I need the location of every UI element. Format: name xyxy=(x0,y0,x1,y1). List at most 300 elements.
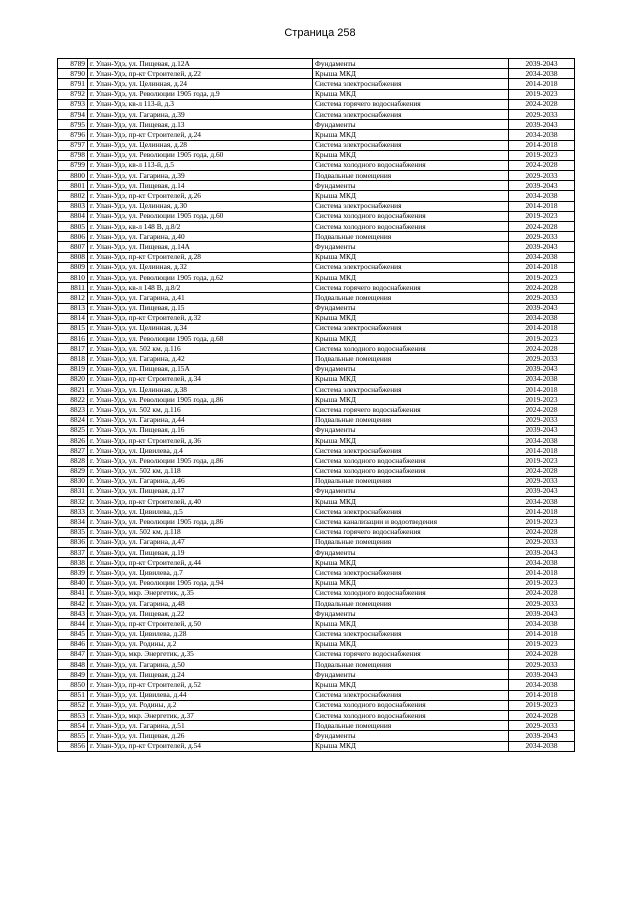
address-cell: г. Улан-Удэ, ул. Пищевая, д.17 xyxy=(88,486,313,496)
row-number: 8810 xyxy=(58,272,88,282)
address-cell: г. Улан-Удэ, ул. Родины, д.2 xyxy=(88,639,313,649)
table-row xyxy=(58,242,575,252)
work-type-cell: Подвальные помещения xyxy=(313,171,509,181)
row-number: 8847 xyxy=(58,649,88,659)
work-type-cell: Подвальные помещения xyxy=(313,354,509,364)
work-type-cell: Система холодного водоснабжения xyxy=(313,160,509,170)
address-cell: г. Улан-Удэ, пр-кт Строителей, д.40 xyxy=(88,497,313,507)
row-number: 8827 xyxy=(58,446,88,456)
period-cell: 2014-2018 xyxy=(509,385,575,395)
period-cell: 2024-2028 xyxy=(509,711,575,721)
address-cell: г. Улан-Удэ, пр-кт Строителей, д.22 xyxy=(88,69,313,79)
table-row xyxy=(58,711,575,721)
period-cell: 2014-2018 xyxy=(509,140,575,150)
table-row xyxy=(58,334,575,344)
address-cell: г. Улан-Удэ, ул. Революции 1905 года, д.94 xyxy=(88,578,313,588)
table-row xyxy=(58,517,575,527)
period-cell: 2029-2033 xyxy=(509,598,575,608)
table-row xyxy=(58,415,575,425)
work-type-cell: Система горячего водоснабжения xyxy=(313,99,509,109)
work-type-cell: Система холодного водоснабжения xyxy=(313,456,509,466)
work-type-cell: Система горячего водоснабжения xyxy=(313,283,509,293)
table-row xyxy=(58,109,575,119)
work-type-cell: Система холодного водоснабжения xyxy=(313,344,509,354)
period-cell: 2014-2018 xyxy=(509,79,575,89)
row-number: 8852 xyxy=(58,700,88,710)
row-number: 8825 xyxy=(58,425,88,435)
address-cell: г. Улан-Удэ, ул. Революции 1905 года, д.86 xyxy=(88,517,313,527)
period-cell: 2019-2023 xyxy=(509,517,575,527)
table-row xyxy=(58,405,575,415)
table-row xyxy=(58,59,575,69)
address-cell: г. Улан-Удэ, кв-л 148 В, д.8/2 xyxy=(88,222,313,232)
address-cell: г. Улан-Удэ, пр-кт Строителей, д.26 xyxy=(88,191,313,201)
table-row xyxy=(58,293,575,303)
period-cell: 2039-2043 xyxy=(509,425,575,435)
work-type-cell: Система электроснабжения xyxy=(313,629,509,639)
work-type-cell: Крыша МКД xyxy=(313,272,509,282)
table-row xyxy=(58,191,575,201)
period-cell: 2029-2033 xyxy=(509,171,575,181)
table-row xyxy=(58,395,575,405)
period-cell: 2034-2038 xyxy=(509,558,575,568)
address-cell: г. Улан-Удэ, ул. Пищевая, д.14 xyxy=(88,181,313,191)
table-row xyxy=(58,486,575,496)
row-number: 8813 xyxy=(58,303,88,313)
address-cell: г. Улан-Удэ, пр-кт Строителей, д.34 xyxy=(88,374,313,384)
table-row xyxy=(58,476,575,486)
address-cell: г. Улан-Удэ, ул. Гагарина, д.51 xyxy=(88,721,313,731)
row-number: 8838 xyxy=(58,558,88,568)
table-row xyxy=(58,660,575,670)
row-number: 8853 xyxy=(58,711,88,721)
address-cell: г. Улан-Удэ, пр-кт Строителей, д.28 xyxy=(88,252,313,262)
table-row xyxy=(58,700,575,710)
row-number: 8834 xyxy=(58,517,88,527)
period-cell: 2019-2023 xyxy=(509,639,575,649)
row-number: 8839 xyxy=(58,568,88,578)
work-type-cell: Фундаменты xyxy=(313,303,509,313)
table-row xyxy=(58,222,575,232)
address-cell: г. Улан-Удэ, ул. Целинная, д.38 xyxy=(88,385,313,395)
address-cell: г. Улан-Удэ, ул. Целинная, д.34 xyxy=(88,323,313,333)
period-cell: 2039-2043 xyxy=(509,364,575,374)
row-number: 8841 xyxy=(58,588,88,598)
address-cell: г. Улан-Удэ, ул. Гагарина, д.39 xyxy=(88,109,313,119)
address-cell: г. Улан-Удэ, кв-л 113-й, д.5 xyxy=(88,160,313,170)
work-type-cell: Система горячего водоснабжения xyxy=(313,649,509,659)
row-number: 8845 xyxy=(58,629,88,639)
address-cell: г. Улан-Удэ, ул. Целинная, д.32 xyxy=(88,262,313,272)
row-number: 8796 xyxy=(58,130,88,140)
address-cell: г. Улан-Удэ, мкр. Энергетик, д.37 xyxy=(88,711,313,721)
work-type-cell: Крыша МКД xyxy=(313,680,509,690)
table-row xyxy=(58,201,575,211)
address-cell: г. Улан-Удэ, мкр. Энергетик, д.35 xyxy=(88,649,313,659)
row-number: 8840 xyxy=(58,578,88,588)
row-number: 8823 xyxy=(58,405,88,415)
row-number: 8828 xyxy=(58,456,88,466)
period-cell: 2019-2023 xyxy=(509,150,575,160)
period-cell: 2034-2038 xyxy=(509,130,575,140)
row-number: 8812 xyxy=(58,293,88,303)
work-type-cell: Фундаменты xyxy=(313,181,509,191)
table-row xyxy=(58,456,575,466)
table-row xyxy=(58,497,575,507)
work-type-cell: Фундаменты xyxy=(313,59,509,69)
table-row xyxy=(58,578,575,588)
period-cell: 2034-2038 xyxy=(509,435,575,445)
address-cell: г. Улан-Удэ, пр-кт Строителей, д.32 xyxy=(88,313,313,323)
work-type-cell: Система холодного водоснабжения xyxy=(313,211,509,221)
address-cell: г. Улан-Удэ, ул. Пищевая, д.15 xyxy=(88,303,313,313)
work-type-cell: Система электроснабжения xyxy=(313,385,509,395)
row-number: 8807 xyxy=(58,242,88,252)
period-cell: 2039-2043 xyxy=(509,609,575,619)
period-cell: 2019-2023 xyxy=(509,578,575,588)
work-type-cell: Подвальные помещения xyxy=(313,537,509,547)
row-number: 8817 xyxy=(58,344,88,354)
work-type-cell: Система холодного водоснабжения xyxy=(313,588,509,598)
table-row xyxy=(58,629,575,639)
period-cell: 2024-2028 xyxy=(509,588,575,598)
row-number: 8855 xyxy=(58,731,88,741)
work-type-cell: Фундаменты xyxy=(313,731,509,741)
row-number: 8830 xyxy=(58,476,88,486)
table-row xyxy=(58,140,575,150)
period-cell: 2034-2038 xyxy=(509,191,575,201)
period-cell: 2019-2023 xyxy=(509,395,575,405)
work-type-cell: Система канализации и водоотведения xyxy=(313,517,509,527)
table-row xyxy=(58,649,575,659)
work-type-cell: Подвальные помещения xyxy=(313,721,509,731)
work-type-cell: Фундаменты xyxy=(313,364,509,374)
work-type-cell: Крыша МКД xyxy=(313,252,509,262)
address-cell: г. Улан-Удэ, ул. Пищевая, д.16 xyxy=(88,425,313,435)
table-row xyxy=(58,558,575,568)
period-cell: 2019-2023 xyxy=(509,272,575,282)
address-cell: г. Улан-Удэ, ул. 502 км, д.116 xyxy=(88,405,313,415)
row-number: 8815 xyxy=(58,323,88,333)
period-cell: 2014-2018 xyxy=(509,629,575,639)
table-row xyxy=(58,150,575,160)
period-cell: 2029-2033 xyxy=(509,293,575,303)
table-row xyxy=(58,537,575,547)
table-row xyxy=(58,507,575,517)
period-cell: 2039-2043 xyxy=(509,731,575,741)
address-cell: г. Улан-Удэ, ул. Целинная, д.24 xyxy=(88,79,313,89)
work-type-cell: Крыша МКД xyxy=(313,395,509,405)
row-number: 8822 xyxy=(58,395,88,405)
work-type-cell: Система электроснабжения xyxy=(313,140,509,150)
period-cell: 2019-2023 xyxy=(509,211,575,221)
address-cell: г. Улан-Удэ, пр-кт Строителей, д.44 xyxy=(88,558,313,568)
table-row xyxy=(58,79,575,89)
work-type-cell: Система электроснабжения xyxy=(313,79,509,89)
period-cell: 2014-2018 xyxy=(509,507,575,517)
row-number: 8799 xyxy=(58,160,88,170)
period-cell: 2029-2033 xyxy=(509,354,575,364)
period-cell: 2034-2038 xyxy=(509,741,575,751)
period-cell: 2034-2038 xyxy=(509,619,575,629)
address-cell: г. Улан-Удэ, ул. Гагарина, д.39 xyxy=(88,171,313,181)
address-cell: г. Улан-Удэ, пр-кт Строителей, д.36 xyxy=(88,435,313,445)
address-cell: г. Улан-Удэ, ул. 502 км, д.118 xyxy=(88,466,313,476)
table-row xyxy=(58,120,575,130)
table-row xyxy=(58,130,575,140)
table-row xyxy=(58,568,575,578)
address-cell: г. Улан-Удэ, ул. Целинная, д.30 xyxy=(88,201,313,211)
work-type-cell: Крыша МКД xyxy=(313,497,509,507)
address-cell: г. Улан-Удэ, ул. Пищевая, д.26 xyxy=(88,731,313,741)
period-cell: 2034-2038 xyxy=(509,497,575,507)
period-cell: 2029-2033 xyxy=(509,109,575,119)
row-number: 8829 xyxy=(58,466,88,476)
period-cell: 2029-2033 xyxy=(509,232,575,242)
row-number: 8795 xyxy=(58,120,88,130)
table-row xyxy=(58,181,575,191)
work-type-cell: Система холодного водоснабжения xyxy=(313,466,509,476)
table-row xyxy=(58,303,575,313)
row-number: 8843 xyxy=(58,609,88,619)
address-cell: г. Улан-Удэ, пр-кт Строителей, д.54 xyxy=(88,741,313,751)
address-cell: г. Улан-Удэ, ул. Гагарина, д.41 xyxy=(88,293,313,303)
row-number: 8816 xyxy=(58,334,88,344)
address-cell: г. Улан-Удэ, ул. Целинная, д.28 xyxy=(88,140,313,150)
work-type-cell: Крыша МКД xyxy=(313,313,509,323)
period-cell: 2024-2028 xyxy=(509,160,575,170)
period-cell: 2034-2038 xyxy=(509,374,575,384)
work-type-cell: Система электроснабжения xyxy=(313,323,509,333)
registry-table xyxy=(57,58,575,752)
work-type-cell: Система холодного водоснабжения xyxy=(313,711,509,721)
row-number: 8854 xyxy=(58,721,88,731)
table-row xyxy=(58,466,575,476)
table-row xyxy=(58,680,575,690)
work-type-cell: Подвальные помещения xyxy=(313,598,509,608)
work-type-cell: Подвальные помещения xyxy=(313,476,509,486)
row-number: 8832 xyxy=(58,497,88,507)
row-number: 8818 xyxy=(58,354,88,364)
period-cell: 2029-2033 xyxy=(509,537,575,547)
address-cell: г. Улан-Удэ, ул. Пищевая, д.15А xyxy=(88,364,313,374)
table-row xyxy=(58,446,575,456)
row-number: 8805 xyxy=(58,222,88,232)
address-cell: г. Улан-Удэ, ул. Пищевая, д.12А xyxy=(88,59,313,69)
address-cell: г. Улан-Удэ, ул. Гагарина, д.40 xyxy=(88,232,313,242)
period-cell: 2024-2028 xyxy=(509,466,575,476)
period-cell: 2014-2018 xyxy=(509,262,575,272)
table-row xyxy=(58,741,575,751)
table-row xyxy=(58,313,575,323)
address-cell: г. Улан-Удэ, ул. Революции 1905 года, д.86 xyxy=(88,395,313,405)
row-number: 8803 xyxy=(58,201,88,211)
row-number: 8801 xyxy=(58,181,88,191)
table-row xyxy=(58,690,575,700)
row-number: 8811 xyxy=(58,283,88,293)
work-type-cell: Фундаменты xyxy=(313,242,509,252)
work-type-cell: Система электроснабжения xyxy=(313,262,509,272)
work-type-cell: Крыша МКД xyxy=(313,558,509,568)
row-number: 8848 xyxy=(58,660,88,670)
table-row xyxy=(58,99,575,109)
row-number: 8809 xyxy=(58,262,88,272)
period-cell: 2014-2018 xyxy=(509,323,575,333)
table-row xyxy=(58,425,575,435)
period-cell: 2029-2033 xyxy=(509,660,575,670)
work-type-cell: Подвальные помещения xyxy=(313,232,509,242)
work-type-cell: Крыша МКД xyxy=(313,191,509,201)
work-type-cell: Фундаменты xyxy=(313,425,509,435)
period-cell: 2024-2028 xyxy=(509,649,575,659)
table-row xyxy=(58,385,575,395)
period-cell: 2034-2038 xyxy=(509,69,575,79)
row-number: 8789 xyxy=(58,59,88,69)
address-cell: г. Улан-Удэ, ул. Цивилева, д.5 xyxy=(88,507,313,517)
period-cell: 2019-2023 xyxy=(509,334,575,344)
table-row xyxy=(58,323,575,333)
row-number: 8844 xyxy=(58,619,88,629)
period-cell: 2029-2033 xyxy=(509,415,575,425)
table-row xyxy=(58,527,575,537)
period-cell: 2039-2043 xyxy=(509,670,575,680)
address-cell: г. Улан-Удэ, ул. Пищевая, д.14А xyxy=(88,242,313,252)
table-row xyxy=(58,69,575,79)
work-type-cell: Система электроснабжения xyxy=(313,109,509,119)
work-type-cell: Фундаменты xyxy=(313,486,509,496)
address-cell: г. Улан-Удэ, мкр. Энергетик, д.35 xyxy=(88,588,313,598)
row-number: 8806 xyxy=(58,232,88,242)
table-row xyxy=(58,364,575,374)
row-number: 8846 xyxy=(58,639,88,649)
row-number: 8833 xyxy=(58,507,88,517)
work-type-cell: Система горячего водоснабжения xyxy=(313,527,509,537)
work-type-cell: Крыша МКД xyxy=(313,89,509,99)
period-cell: 2034-2038 xyxy=(509,680,575,690)
address-cell: г. Улан-Удэ, ул. Революции 1905 года, д.62 xyxy=(88,272,313,282)
work-type-cell: Крыша МКД xyxy=(313,639,509,649)
address-cell: г. Улан-Удэ, ул. Революции 1905 года, д.60 xyxy=(88,150,313,160)
address-cell: г. Улан-Удэ, ул. Цивилева, д.7 xyxy=(88,568,313,578)
row-number: 8797 xyxy=(58,140,88,150)
table-row xyxy=(58,721,575,731)
address-cell: г. Улан-Удэ, пр-кт Строителей, д.50 xyxy=(88,619,313,629)
row-number: 8800 xyxy=(58,171,88,181)
period-cell: 2024-2028 xyxy=(509,527,575,537)
work-type-cell: Крыша МКД xyxy=(313,130,509,140)
work-type-cell: Фундаменты xyxy=(313,670,509,680)
address-cell: г. Улан-Удэ, кв-л 148 В, д.8/2 xyxy=(88,283,313,293)
row-number: 8849 xyxy=(58,670,88,680)
period-cell: 2039-2043 xyxy=(509,59,575,69)
work-type-cell: Система электроснабжения xyxy=(313,568,509,578)
work-type-cell: Крыша МКД xyxy=(313,619,509,629)
work-type-cell: Фундаменты xyxy=(313,609,509,619)
period-cell: 2014-2018 xyxy=(509,446,575,456)
row-number: 8792 xyxy=(58,89,88,99)
work-type-cell: Фундаменты xyxy=(313,548,509,558)
row-number: 8794 xyxy=(58,109,88,119)
address-cell: г. Улан-Удэ, ул. Гагарина, д.44 xyxy=(88,415,313,425)
work-type-cell: Система холодного водоснабжения xyxy=(313,700,509,710)
address-cell: г. Улан-Удэ, ул. Пищевая, д.22 xyxy=(88,609,313,619)
address-cell: г. Улан-Удэ, ул. Пищевая, д.24 xyxy=(88,670,313,680)
period-cell: 2034-2038 xyxy=(509,252,575,262)
period-cell: 2039-2043 xyxy=(509,120,575,130)
table-row xyxy=(58,609,575,619)
address-cell: г. Улан-Удэ, ул. Революции 1905 года, д.68 xyxy=(88,334,313,344)
address-cell: г. Улан-Удэ, ул. Родины, д.2 xyxy=(88,700,313,710)
period-cell: 2034-2038 xyxy=(509,313,575,323)
row-number: 8793 xyxy=(58,99,88,109)
work-type-cell: Система электроснабжения xyxy=(313,690,509,700)
address-cell: г. Улан-Удэ, пр-кт Строителей, д.52 xyxy=(88,680,313,690)
address-cell: г. Улан-Удэ, ул. Гагарина, д.47 xyxy=(88,537,313,547)
period-cell: 2024-2028 xyxy=(509,344,575,354)
work-type-cell: Система электроснабжения xyxy=(313,201,509,211)
address-cell: г. Улан-Удэ, ул. Пищевая, д.19 xyxy=(88,548,313,558)
table-row xyxy=(58,171,575,181)
table-row xyxy=(58,639,575,649)
work-type-cell: Система горячего водоснабжения xyxy=(313,405,509,415)
row-number: 8856 xyxy=(58,741,88,751)
period-cell: 2039-2043 xyxy=(509,242,575,252)
row-number: 8824 xyxy=(58,415,88,425)
period-cell: 2039-2043 xyxy=(509,486,575,496)
address-cell: г. Улан-Удэ, ул. Гагарина, д.48 xyxy=(88,598,313,608)
address-cell: г. Улан-Удэ, ул. Пищевая, д.13 xyxy=(88,120,313,130)
row-number: 8837 xyxy=(58,548,88,558)
work-type-cell: Подвальные помещения xyxy=(313,293,509,303)
period-cell: 2014-2018 xyxy=(509,568,575,578)
period-cell: 2014-2018 xyxy=(509,690,575,700)
row-number: 8851 xyxy=(58,690,88,700)
work-type-cell: Подвальные помещения xyxy=(313,415,509,425)
work-type-cell: Крыша МКД xyxy=(313,374,509,384)
period-cell: 2014-2018 xyxy=(509,201,575,211)
work-type-cell: Крыша МКД xyxy=(313,578,509,588)
registry-table-body xyxy=(58,59,575,752)
table-row xyxy=(58,731,575,741)
table-row xyxy=(58,598,575,608)
row-number: 8831 xyxy=(58,486,88,496)
period-cell: 2039-2043 xyxy=(509,181,575,191)
row-number: 8804 xyxy=(58,211,88,221)
table-row xyxy=(58,160,575,170)
work-type-cell: Крыша МКД xyxy=(313,435,509,445)
period-cell: 2019-2023 xyxy=(509,89,575,99)
period-cell: 2029-2033 xyxy=(509,721,575,731)
address-cell: г. Улан-Удэ, ул. 502 км, д.118 xyxy=(88,527,313,537)
row-number: 8790 xyxy=(58,69,88,79)
table-row xyxy=(58,252,575,262)
table-row xyxy=(58,354,575,364)
table-row xyxy=(58,548,575,558)
row-number: 8826 xyxy=(58,435,88,445)
work-type-cell: Крыша МКД xyxy=(313,334,509,344)
row-number: 8820 xyxy=(58,374,88,384)
address-cell: г. Улан-Удэ, ул. 502 км, д.116 xyxy=(88,344,313,354)
period-cell: 2024-2028 xyxy=(509,99,575,109)
table-row xyxy=(58,232,575,242)
address-cell: г. Улан-Удэ, ул. Революции 1905 года, д.86 xyxy=(88,456,313,466)
work-type-cell: Система электроснабжения xyxy=(313,507,509,517)
row-number: 8836 xyxy=(58,537,88,547)
row-number: 8835 xyxy=(58,527,88,537)
table-row xyxy=(58,344,575,354)
table-row xyxy=(58,283,575,293)
work-type-cell: Крыша МКД xyxy=(313,150,509,160)
